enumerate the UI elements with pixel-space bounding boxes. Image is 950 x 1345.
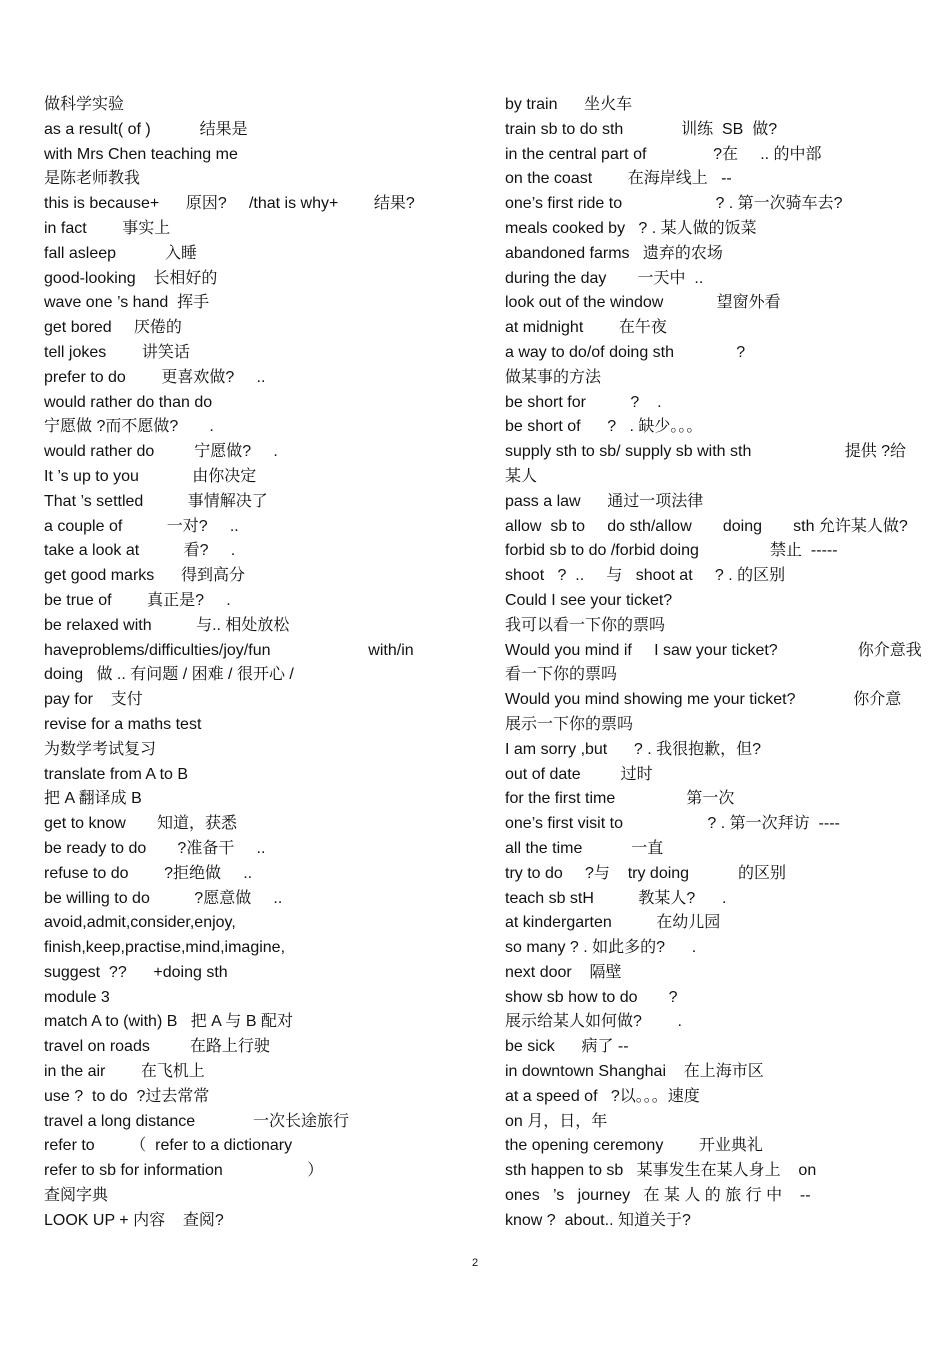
text-line: know ? about.. 知道关于? xyxy=(505,1211,691,1229)
text-line: shoot ? .. 与 shoot at ? . 的区别 xyxy=(505,567,786,585)
text-line: ones ’s journey 在 某 人 的 旅 行 中 -- xyxy=(505,1187,811,1205)
text-line: 是陈老师教我 xyxy=(44,170,141,188)
text-line: 展示给某人如何做? . xyxy=(505,1013,682,1031)
text-line: suggest ?? +doing sth xyxy=(44,963,228,981)
text-line: be willing to do ?愿意做 .. xyxy=(44,889,283,907)
text-line: in the air 在飞机上 xyxy=(44,1063,205,1081)
text-line: meals cooked by ? . 某人做的饭菜 xyxy=(505,219,757,237)
text-line: travel a long distance 一次长途旅行 xyxy=(44,1112,349,1130)
text-line: Would you mind if I saw your ticket? 你介意我 xyxy=(505,641,922,659)
text-line: travel on roads 在路上行驶 xyxy=(44,1038,270,1056)
text-line: refer to sb for information ） xyxy=(44,1162,324,1180)
text-line: 某人 xyxy=(505,467,538,485)
text-line: fall asleep 入睡 xyxy=(44,244,197,262)
text-line: good-looking 长相好的 xyxy=(44,269,218,287)
text-line: one’s first ride to ? . 第一次骑车去? xyxy=(505,195,843,213)
text-line: wave one ’s hand 挥手 xyxy=(44,294,210,312)
text-line: this is because+ 原因? /that is why+ 结果? xyxy=(44,195,415,213)
text-line: abandoned farms 遗弃的农场 xyxy=(505,244,723,262)
text-line: look out of the window 望窗外看 xyxy=(505,294,781,312)
text-line: Could I see your ticket? xyxy=(505,591,673,609)
text-line: so many ? . 如此多的? . xyxy=(505,939,697,957)
text-line: at a speed of ?以。。。速度 xyxy=(505,1087,700,1105)
text-line: haveproblems/difficulties/joy/fun with/in xyxy=(44,641,414,659)
text-line: get to know 知道，获悉 xyxy=(44,815,237,833)
text-line: pay for 支付 xyxy=(44,691,143,709)
text-line: 展示一下你的票吗 xyxy=(505,715,634,733)
text-line: 做某事的方法 xyxy=(505,368,602,386)
page-number: 2 xyxy=(471,1257,479,1269)
text-line: all the time 一直 xyxy=(505,839,664,857)
text-line: revise for a maths test xyxy=(44,715,202,733)
text-line: module 3 xyxy=(44,988,110,1006)
text-line: forbid sb to do /forbid doing 禁止 ----- xyxy=(505,542,838,560)
text-line: during the day 一天中 .. xyxy=(505,269,704,287)
text-line: I am sorry ,but ? . 我很抱歉，但? xyxy=(505,740,762,758)
text-line: at kindergarten 在幼儿园 xyxy=(505,914,721,932)
text-line: for the first time 第一次 xyxy=(505,790,735,808)
text-line: avoid,admit,consider,enjoy, xyxy=(44,914,236,932)
text-line: try to do ?与 try doing 的区别 xyxy=(505,864,786,882)
text-line: the opening ceremony 开业典礼 xyxy=(505,1137,763,1155)
text-line: a couple of 一对? .. xyxy=(44,517,239,535)
text-line: be true of 真正是? . xyxy=(44,591,231,609)
right-column xyxy=(505,93,927,1234)
text-line: one’s first visit to ? . 第一次拜访 ---- xyxy=(505,815,840,833)
text-line: refer to （ refer to a dictionary xyxy=(44,1137,293,1155)
text-line: pass a law 通过一项法律 xyxy=(505,492,704,510)
text-line: train sb to do sth 训练 SB 做? xyxy=(505,120,778,138)
text-line: get bored 厌倦的 xyxy=(44,319,182,337)
text-line: supply sth to sb/ supply sb with sth 提供 ?给 xyxy=(505,443,907,461)
text-line: out of date 过时 xyxy=(505,765,653,783)
text-line: as a result( of ) 结果是 xyxy=(44,120,248,138)
text-line: 查阅字典 xyxy=(44,1187,109,1205)
text-line: 做科学实验 xyxy=(44,96,125,113)
text-line: use ? to do ?过去常常 xyxy=(44,1087,210,1105)
text-line: by train 坐火车 xyxy=(505,96,633,113)
text-line: sth happen to sb 某事发生在某人身上 on xyxy=(505,1162,817,1180)
text-line: 宁愿做 ?而不愿做? . xyxy=(44,418,214,436)
text-line: LOOK UP + 内容 查阅? xyxy=(44,1211,224,1229)
text-line: doing 做 .. 有问题 / 困难 / 很开心 / xyxy=(44,666,294,684)
text-line: prefer to do 更喜欢做? .. xyxy=(44,368,266,386)
text-line: 把 A 翻译成 B xyxy=(44,790,142,808)
text-line: a way to do/of doing sth ? xyxy=(505,343,746,361)
text-line: on the coast 在海岸线上 -- xyxy=(505,170,732,188)
text-line: Would you mind showing me your ticket? 你介意 xyxy=(505,691,902,709)
text-line: allow sb to do sth/allow doing sth 允许某人做? xyxy=(505,517,908,535)
text-line: tell jokes 讲笑话 xyxy=(44,343,190,361)
text-line: take a look at 看? . xyxy=(44,542,236,560)
text-line: would rather do than do xyxy=(44,393,213,411)
text-line: in fact 事实上 xyxy=(44,219,171,237)
text-line: next door 隔壁 xyxy=(505,963,622,981)
text-line: get good marks 得到高分 xyxy=(44,567,245,585)
text-line: at midnight 在午夜 xyxy=(505,319,667,337)
text-line: with Mrs Chen teaching me xyxy=(44,145,238,163)
text-line: be short of ? . 缺少。。。 xyxy=(505,418,703,436)
text-line: be short for ? . xyxy=(505,393,662,411)
text-line: in the central part of ?在 .. 的中部 xyxy=(505,145,822,163)
text-line: be relaxed with 与.. 相处放松 xyxy=(44,616,290,634)
text-line: 看一下你的票吗 xyxy=(505,666,618,684)
text-line: That ’s settled 事情解决了 xyxy=(44,492,268,510)
text-line: finish,keep,practise,mind,imagine, xyxy=(44,939,286,957)
text-line: show sb how to do ? xyxy=(505,988,678,1006)
text-line: be sick 病了 -- xyxy=(505,1038,629,1056)
text-line: 我可以看一下你的票吗 xyxy=(505,616,666,634)
text-line: be ready to do ?准备干 .. xyxy=(44,839,266,857)
text-line: would rather do 宁愿做? . xyxy=(44,443,278,461)
text-line: 为数学考试复习 xyxy=(44,740,157,758)
text-line: match A to (with) B 把 A 与 B 配对 xyxy=(44,1013,293,1031)
text-line: in downtown Shanghai 在上海市区 xyxy=(505,1063,764,1081)
text-line: teach sb stH 教某人? . xyxy=(505,889,727,907)
text-line: refuse to do ?拒绝做 .. xyxy=(44,864,253,882)
text-line: translate from A to B xyxy=(44,765,189,783)
text-line: It ’s up to you 由你决定 xyxy=(44,467,257,485)
left-column xyxy=(44,93,456,1234)
text-line: on 月，日，年 xyxy=(505,1112,608,1130)
